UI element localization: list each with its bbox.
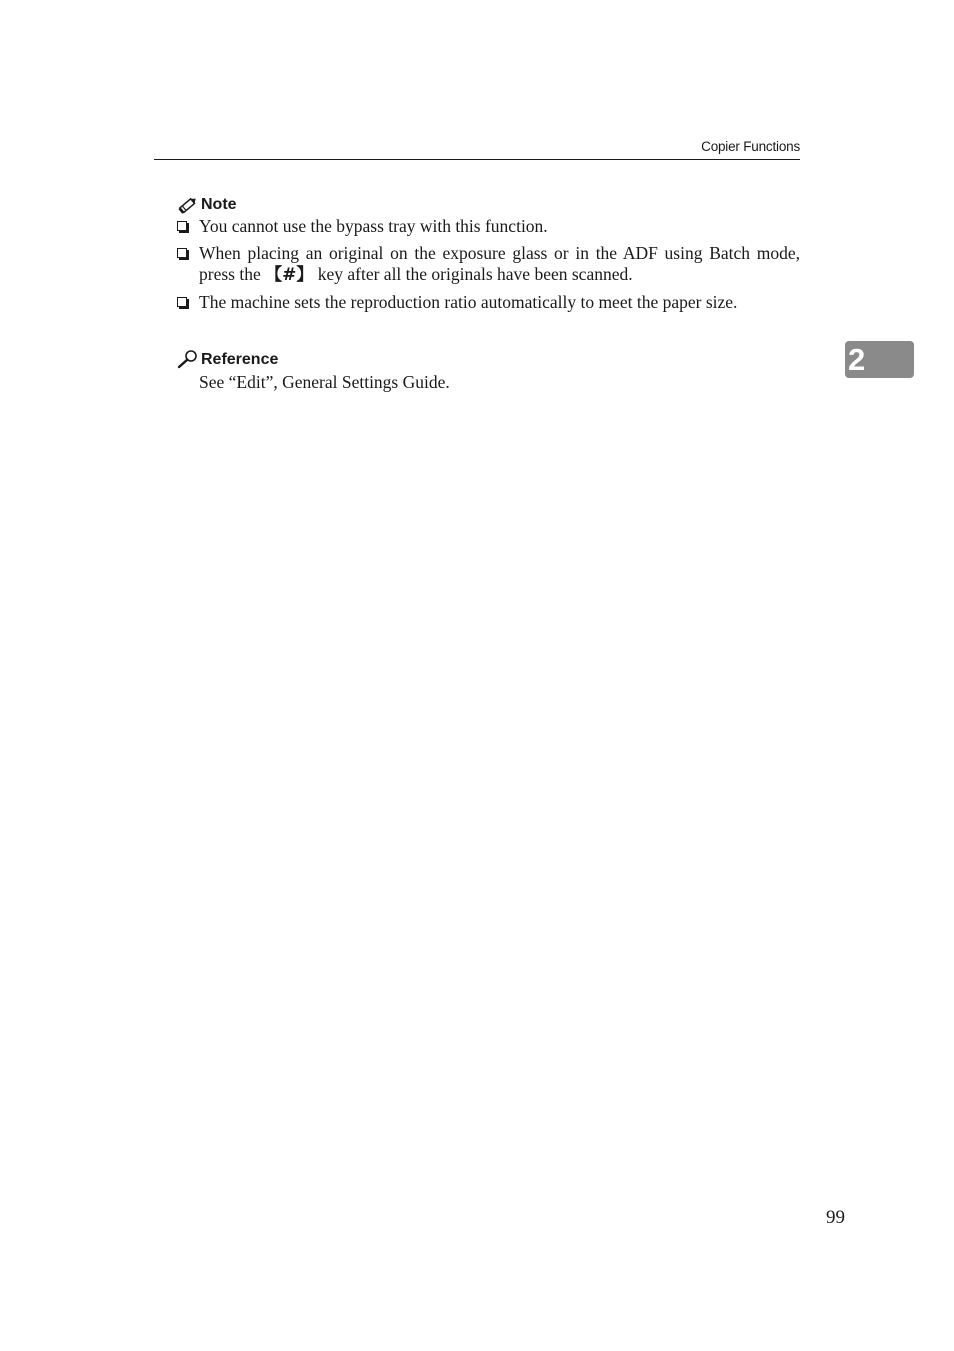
reference-heading-label: Reference: [201, 351, 279, 368]
chapter-tab: [845, 341, 914, 378]
note-item: [177, 216, 800, 237]
page-number: 99: [826, 1207, 845, 1228]
header-rule: [154, 159, 800, 160]
reference-text: See “Edit”, General Settings Guide.: [199, 372, 450, 392]
note-item: [177, 292, 800, 313]
running-header: Copier Functions: [701, 139, 800, 154]
hash-key-label: 【#】: [265, 265, 314, 285]
note-section: [177, 192, 800, 319]
note-item-text: You cannot use the bypass tray with this function.: [199, 216, 548, 236]
magnifier-icon: [177, 349, 199, 369]
note-heading: [177, 192, 800, 214]
note-heading-label: Note: [201, 196, 237, 213]
note-item: [177, 243, 800, 286]
checkbox-bullet-icon: [177, 248, 187, 258]
note-item-text: When placing an original on the exposure glass or in the ADF using Batch mode, press the: [199, 243, 800, 284]
chapter-number: 2: [848, 342, 866, 377]
pencil-icon: [177, 196, 199, 214]
note-item-text: key after all the originals have been scanned.: [313, 264, 633, 284]
reference-section: [177, 347, 800, 393]
reference-heading: [177, 347, 800, 369]
note-list: [177, 216, 800, 313]
checkbox-bullet-icon: [177, 221, 187, 231]
checkbox-bullet-icon: [177, 297, 187, 307]
note-item-text: The machine sets the reproduction ratio automatically to meet the paper size.: [199, 292, 738, 312]
